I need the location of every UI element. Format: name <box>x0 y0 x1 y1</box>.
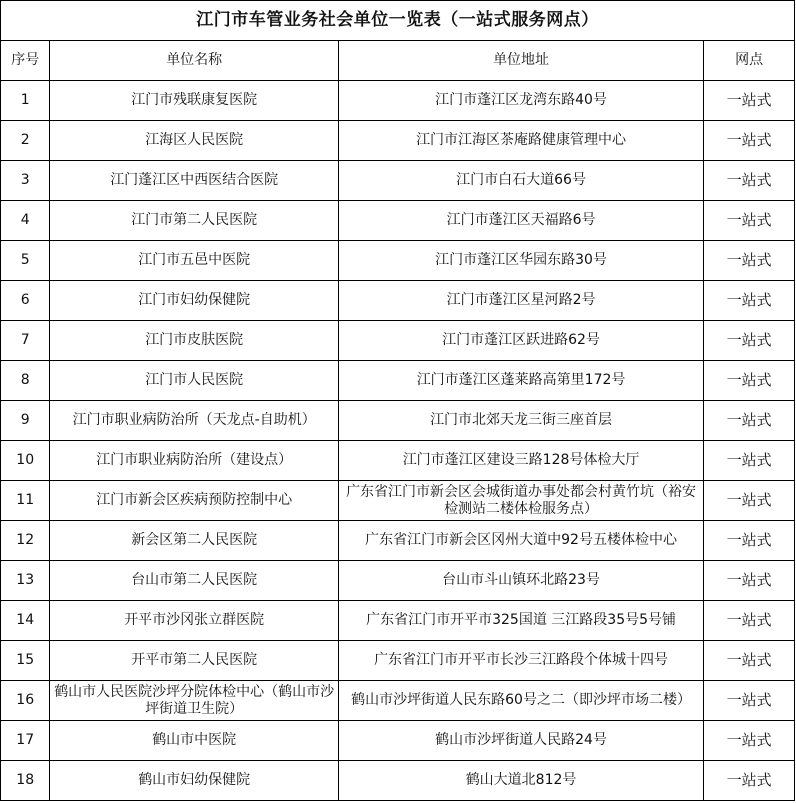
cell-point: 一站式 <box>704 161 795 201</box>
cell-unit-address: 广东省江门市新会区冈州大道中92号五楼体检中心 <box>338 521 703 561</box>
table-body <box>1 81 795 801</box>
cell-point: 一站式 <box>704 681 795 721</box>
cell-unit-address: 江门市蓬江区蓬莱路高第里172号 <box>338 361 703 401</box>
cell-unit-address: 广东省江门市开平市325国道 三江路段35号5号铺 <box>338 601 703 641</box>
cell-unit-name: 新会区第二人民医院 <box>50 521 339 561</box>
cell-no: 7 <box>1 321 50 361</box>
cell-unit-address: 台山市斗山镇环北路23号 <box>338 561 703 601</box>
cell-no: 4 <box>1 201 50 241</box>
cell-unit-address: 鹤山市沙坪街道人民路24号 <box>338 721 703 761</box>
cell-unit-address: 江门市蓬江区华园东路30号 <box>338 241 703 281</box>
cell-point: 一站式 <box>704 241 795 281</box>
header-address: 单位地址 <box>338 41 703 81</box>
table-row <box>1 401 795 441</box>
cell-unit-name: 江门市残联康复医院 <box>50 81 339 121</box>
cell-point: 一站式 <box>704 641 795 681</box>
cell-unit-address: 鹤山市沙坪街道人民东路60号之二（即沙坪市场二楼） <box>338 681 703 721</box>
cell-no: 1 <box>1 81 50 121</box>
cell-unit-address: 江门市蓬江区天福路6号 <box>338 201 703 241</box>
cell-unit-name: 鹤山市人民医院沙坪分院体检中心（鹤山市沙坪街道卫生院） <box>50 681 339 721</box>
cell-unit-address: 江门市蓬江区跃进路62号 <box>338 321 703 361</box>
table-row <box>1 361 795 401</box>
table-title: 江门市车管业务社会单位一览表（一站式服务网点） <box>1 1 795 41</box>
cell-point: 一站式 <box>704 201 795 241</box>
cell-no: 16 <box>1 681 50 721</box>
table-row <box>1 681 795 721</box>
cell-point: 一站式 <box>704 401 795 441</box>
cell-no: 14 <box>1 601 50 641</box>
cell-point: 一站式 <box>704 521 795 561</box>
table-row <box>1 721 795 761</box>
cell-no: 13 <box>1 561 50 601</box>
cell-no: 18 <box>1 761 50 801</box>
cell-unit-name: 江门市第二人民医院 <box>50 201 339 241</box>
cell-unit-address: 江门市蓬江区建设三路128号体检大厅 <box>338 441 703 481</box>
cell-no: 2 <box>1 121 50 161</box>
cell-no: 11 <box>1 481 50 521</box>
cell-point: 一站式 <box>704 81 795 121</box>
cell-point: 一站式 <box>704 721 795 761</box>
cell-no: 5 <box>1 241 50 281</box>
cell-point: 一站式 <box>704 481 795 521</box>
header-point: 网点 <box>704 41 795 81</box>
cell-unit-address: 广东省江门市开平市长沙三江路段个体城十四号 <box>338 641 703 681</box>
cell-unit-name: 江海区人民医院 <box>50 121 339 161</box>
cell-unit-name: 江门市妇幼保健院 <box>50 281 339 321</box>
cell-point: 一站式 <box>704 441 795 481</box>
cell-point: 一站式 <box>704 321 795 361</box>
header-no: 序号 <box>1 41 50 81</box>
cell-unit-name: 开平市沙冈张立群医院 <box>50 601 339 641</box>
table-row <box>1 521 795 561</box>
cell-no: 12 <box>1 521 50 561</box>
cell-unit-name: 江门市职业病防治所（天龙点-自助机） <box>50 401 339 441</box>
cell-no: 9 <box>1 401 50 441</box>
table-row <box>1 441 795 481</box>
cell-unit-name: 鹤山市妇幼保健院 <box>50 761 339 801</box>
table-row <box>1 481 795 521</box>
table-row <box>1 161 795 201</box>
cell-unit-address: 江门市蓬江区龙湾东路40号 <box>338 81 703 121</box>
cell-unit-address: 江门市蓬江区星河路2号 <box>338 281 703 321</box>
cell-point: 一站式 <box>704 561 795 601</box>
table-row <box>1 81 795 121</box>
header-name: 单位名称 <box>50 41 339 81</box>
cell-unit-address: 广东省江门市新会区会城街道办事处都会村黄竹坑（裕安检测站二楼体检服务点） <box>338 481 703 521</box>
table-row <box>1 121 795 161</box>
table-row <box>1 281 795 321</box>
table-row <box>1 241 795 281</box>
cell-unit-name: 江门市人民医院 <box>50 361 339 401</box>
cell-no: 15 <box>1 641 50 681</box>
header-row <box>1 41 795 81</box>
table-row <box>1 561 795 601</box>
cell-unit-name: 江门市职业病防治所（建设点） <box>50 441 339 481</box>
cell-unit-name: 鹤山市中医院 <box>50 721 339 761</box>
cell-no: 6 <box>1 281 50 321</box>
cell-unit-name: 江门市五邑中医院 <box>50 241 339 281</box>
cell-no: 3 <box>1 161 50 201</box>
cell-point: 一站式 <box>704 281 795 321</box>
table-row <box>1 601 795 641</box>
cell-no: 8 <box>1 361 50 401</box>
cell-point: 一站式 <box>704 361 795 401</box>
cell-point: 一站式 <box>704 761 795 801</box>
cell-unit-name: 江门市新会区疾病预防控制中心 <box>50 481 339 521</box>
cell-no: 10 <box>1 441 50 481</box>
cell-unit-name: 开平市第二人民医院 <box>50 641 339 681</box>
cell-unit-address: 江门市江海区茶庵路健康管理中心 <box>338 121 703 161</box>
table-row <box>1 641 795 681</box>
cell-point: 一站式 <box>704 601 795 641</box>
cell-unit-name: 江门蓬江区中西医结合医院 <box>50 161 339 201</box>
table-row <box>1 761 795 801</box>
cell-point: 一站式 <box>704 121 795 161</box>
cell-unit-name: 江门市皮肤医院 <box>50 321 339 361</box>
cell-no: 17 <box>1 721 50 761</box>
cell-unit-address: 江门市白石大道66号 <box>338 161 703 201</box>
table-row <box>1 201 795 241</box>
table-row <box>1 321 795 361</box>
cell-unit-name: 台山市第二人民医院 <box>50 561 339 601</box>
cell-unit-address: 鹤山大道北812号 <box>338 761 703 801</box>
cell-unit-address: 江门市北郊天龙三街三座首层 <box>338 401 703 441</box>
